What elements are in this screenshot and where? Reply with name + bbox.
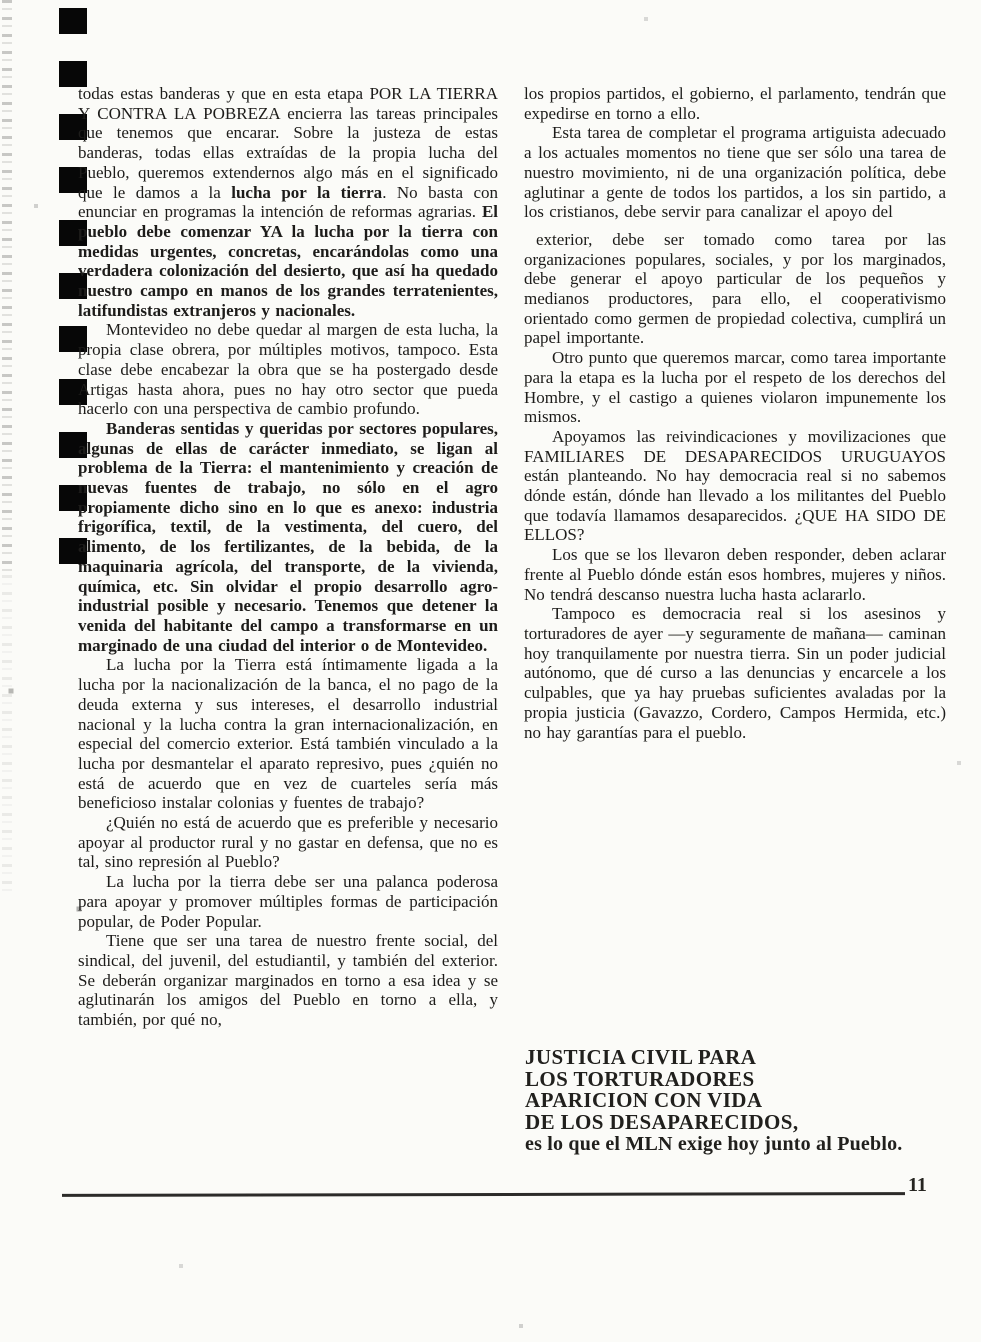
- text-segment: los propios partidos, el gobierno, el parlamento, tendrán que expedirse en torno a ello.: [524, 84, 946, 123]
- left-column: [78, 84, 498, 1030]
- bold-text-segment: El pueblo debe comenzar YA la lucha por la tierra con medidas urgentes, concretas, encarándolas como una verdadera colonización del desierto, que así ha quedado nuestro campo en manos de los grandes terratenientes, latifundistas extranjeros y nacionales.: [78, 202, 498, 320]
- text-segment: Tiene que ser una tarea de nuestro frente social, del sindical, del juvenil, del estudiantil, y también del exterior. Se deberán organizar marginados en torno a esa idea y se aglutinarán los amigos del Pueblo en torno a ella, y también, por qué no,: [78, 931, 498, 1030]
- film-edge-noise: [2, 0, 12, 575]
- body-paragraph: [78, 813, 498, 872]
- slogan-line: APARICION CON VIDA: [525, 1088, 763, 1112]
- sprocket-hole-mark: [59, 8, 87, 34]
- page-number: 11: [908, 1174, 927, 1196]
- bold-text-segment: lucha por la tierra: [231, 182, 383, 202]
- slogan-block: [525, 1047, 903, 1156]
- text-segment: todas estas banderas y que en esta etapa POR LA TIERRA Y CONTRA LA POBREZA encierra las tareas principales que tenemos que encarar. Sobre la justeza de estas banderas, todas ellas extraídas de la propia lucha del Pueblo, queremos extendernos algo más en el significado que le damos a la: [78, 84, 498, 202]
- text-segment: Otro punto que queremos marcar, como tarea importante para la etapa es la lucha por el respeto de los derechos del Hombre, y el castigo a quienes violaron impunemente los mismos.: [524, 348, 946, 427]
- body-paragraph: [524, 84, 946, 123]
- body-paragraph: [524, 427, 946, 545]
- text-segment: Los que se los llevaron deben responder, deben aclarar frente al Pueblo dónde están esos hombres, mujeres y niños. No tendrá descanso nuestra lucha hasta aclararlo.: [524, 545, 946, 604]
- slogan-line: LOS TORTURADORES: [525, 1066, 755, 1091]
- bold-text-segment: Banderas sentidas y queridas por sectores populares, algunas de ellas de carácter inmediato, se ligan al problema de la Tierra: el mantenimiento y creación de nuevas fuentes de trabajo, no sólo en el agro propiamente dicho sino en lo que es anexo: industria frigorífica, textil, de la vestimenta, del cuero, del alimento, de los fertilizantes, de la bebida, de la maquinaria agrícola, del transporte, de la vivienda, química, etc. Sin olvidar el propio desarrollo agro-industrial posible y necesario. Tenemos que detener la venida del habitante del campo a transformarse en un marginado de una ciudad del interior o de Montevideo.: [78, 418, 498, 655]
- text-segment: ¿Quién no está de acuerdo que es preferible y necesario apoyar al productor rural y no gastar en defensa, que no es tal, sino represión al Pueblo?: [78, 813, 498, 872]
- footer-rule: [62, 1192, 905, 1197]
- text-segment: . No basta con enunciar en programas la intención de reformas agrarias.: [78, 182, 499, 222]
- slogan-line: DE LOS DESAPARECIDOS,: [525, 1109, 799, 1134]
- body-paragraph: [78, 84, 498, 320]
- body-paragraph: [78, 655, 498, 813]
- body-paragraph: [78, 872, 498, 931]
- slogan-line: JUSTICIA CIVIL PARA: [525, 1045, 757, 1069]
- text-segment: La lucha por la Tierra está íntimamente ligada a la lucha por la nacionalización de la banca, el no pago de la deuda externa y sus intereses, el desarrollo industrial nacional y la lucha contra la gran internacionalización, en especial del comercio exterior. Está también vinculado a la lucha por desmantelar el aparato represivo, pues ¿quién no está de acuerdo que en vez de cuarteles sería más beneficioso instalar colonias y fuentes de trabajo?: [78, 655, 498, 813]
- body-paragraph: [524, 230, 946, 348]
- text-segment: Tampoco es democracia real si los asesinos y torturadores de ayer —y seguramente de mañana— caminan hoy tranquilamente por nuestra tierra. Sin un poder judicial autónomo, que dé curso a las denuncias y encarcele a los culpables, que ya hay pruebas suficientes avaladas por la propia justicia (Gavazzo, Cordero, Campos Hermida, etc.) no hay garantías para el pueblo.: [524, 604, 946, 742]
- text-segment: Apoyamos las reivindicaciones y movilizaciones que FAMILIARES DE DESAPARECIDOS URUGUAYOS están planteando. No hay democracia real si no sabemos dónde están, dónde han llevado a los militantes del Pueblo que todavía llamamos desaparecidos. ¿QUE HA SIDO DE ELLOS?: [524, 426, 946, 545]
- right-column: [524, 84, 946, 742]
- text-segment: La lucha por la tierra debe ser una palanca poderosa para apoyar y promover múltiples formas de participación popular, de Poder Popular.: [78, 872, 498, 931]
- text-segment: Esta tarea de completar el programa artiguista adecuado a los actuales momentos no tiene que ser sólo una tarea de nuestro movimiento, ni de una organización política, debe aglutinar a gente de todos los partidos, a los sin partido, a los cristianos, debe servir para canalizar el apoyo del: [524, 123, 946, 222]
- text-segment: exterior, debe ser tomado como tarea por las organizaciones populares, sociales, y por los marginados, debe generar el apoyo particular de los pequeños y medianos productores, para ello, el cooperativismo orientado como germen de propiedad colectiva, cumplirá un papel importante.: [524, 229, 946, 348]
- body-paragraph: [524, 348, 946, 427]
- scan-speckles: [0, 0, 2, 2]
- body-paragraph: [78, 931, 498, 1030]
- slogan-cap-lines: [525, 1047, 903, 1133]
- slogan-tail-line: es lo que el MLN exige hoy junto al Pueblo.: [525, 1133, 903, 1155]
- body-paragraph: [78, 320, 498, 419]
- body-paragraph: [78, 419, 498, 655]
- body-paragraph: [524, 545, 946, 604]
- body-paragraph: [524, 604, 946, 742]
- film-edge-noise-lower: [2, 575, 12, 895]
- body-paragraph: [524, 123, 946, 222]
- text-segment: Montevideo no debe quedar al margen de esta lucha, la propia clase obrera, por múltiples motivos, tampoco. Esta clase debe encabezar la obra que se ha postergado desde Artigas hasta ahora, pues no hay otro sector que pueda hacerlo con una perspectiva de cambio profundo.: [78, 320, 498, 419]
